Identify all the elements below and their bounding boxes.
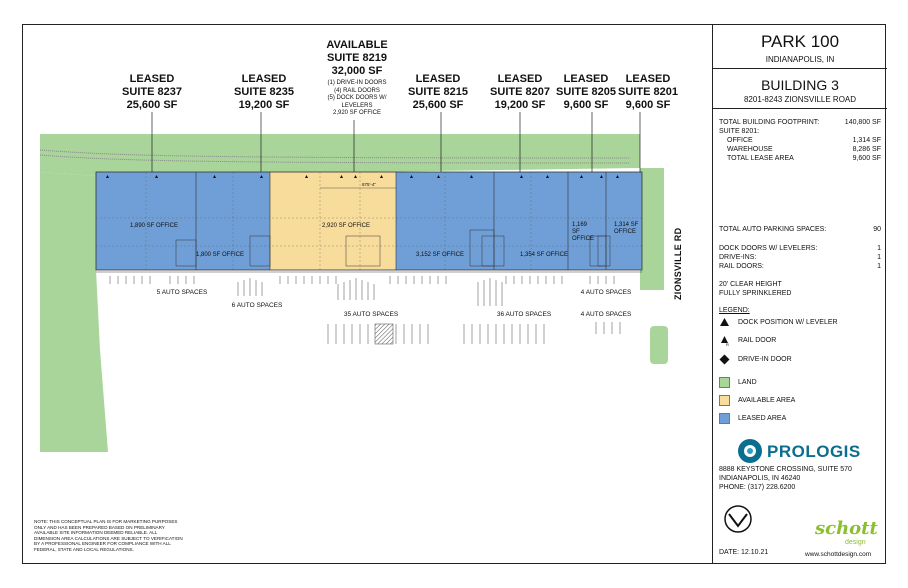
office-label: 2,920 SF OFFICE bbox=[322, 223, 371, 229]
suite-8207-label: LEASED SUITE 8207 19,200 SF bbox=[490, 73, 550, 111]
office-value: 1,314 SF bbox=[852, 137, 881, 144]
road-label: ZIONSVILLE RD bbox=[673, 227, 683, 300]
suite-8201-label: LEASED SUITE 8201 9,600 SF bbox=[618, 73, 678, 111]
suite-8205-label: LEASED SUITE 8205 9,600 SF bbox=[556, 73, 616, 111]
building-address: 8201-8243 ZIONSVILLE ROAD bbox=[743, 95, 857, 104]
land-swatch bbox=[719, 377, 730, 388]
info-sidebar bbox=[712, 24, 886, 564]
plan-date: DATE: 12.10.21 bbox=[719, 549, 769, 556]
rail-doors-value: 1 bbox=[877, 263, 881, 270]
warehouse-label: WAREHOUSE bbox=[727, 146, 773, 153]
park-city: INDIANAPOLIS, IN bbox=[765, 55, 835, 64]
sprinkler-note: FULLY SPRINKLERED bbox=[719, 290, 792, 297]
leased-swatch bbox=[719, 413, 730, 424]
suite-8235-label: LEASED SUITE 8235 19,200 SF bbox=[234, 73, 294, 111]
office-label: 1,890 SF OFFICE bbox=[130, 223, 179, 229]
land-right bbox=[640, 168, 664, 290]
parking-label: 35 AUTO SPACES bbox=[343, 311, 399, 318]
dumpster-pad bbox=[375, 324, 393, 344]
designer-sub: design bbox=[845, 539, 866, 546]
dock-doors-label: DOCK DOORS W/ LEVELERS: bbox=[719, 245, 818, 252]
suite-8219-label: AVAILABLE SUITE 8219 32,000 SF (1) DRIVE-IN DOORS (4) RAIL DOORS (5) DOCK DOORS W/ LEVELERS 2,920 SF OFFICE bbox=[326, 39, 388, 116]
parking-label: 4 AUTO SPACES bbox=[580, 289, 632, 296]
parking-total-label: TOTAL AUTO PARKING SPACES: bbox=[719, 226, 827, 233]
office-label: 1,800 SF OFFICE bbox=[196, 252, 245, 258]
svg-text:R: R bbox=[726, 342, 729, 346]
footprint-label: TOTAL BUILDING FOOTPRINT: bbox=[719, 119, 820, 126]
suite-8215-label: LEASED SUITE 8215 25,600 SF bbox=[408, 73, 468, 111]
dock-position-icon bbox=[719, 317, 730, 328]
rail-door-icon bbox=[719, 335, 730, 346]
legend-title: LEGEND: bbox=[719, 307, 750, 314]
park-name: PARK 100 bbox=[760, 32, 840, 51]
land-island bbox=[650, 326, 668, 364]
drive-ins-value: 1 bbox=[877, 254, 881, 261]
legend-dock: DOCK POSITION W/ LEVELER bbox=[738, 319, 838, 326]
rail-doors-label: RAIL DOORS: bbox=[719, 263, 764, 270]
warehouse-value: 8,286 SF bbox=[852, 146, 881, 153]
parking-label: 6 AUTO SPACES bbox=[231, 302, 283, 309]
footprint-value: 140,800 SF bbox=[844, 119, 881, 126]
suite-label: SUITE 8201: bbox=[719, 128, 760, 135]
available-swatch bbox=[719, 395, 730, 406]
designer-logo: schott bbox=[815, 518, 878, 539]
clear-height: 20' CLEAR HEIGHT bbox=[719, 281, 782, 288]
dock-doors-value: 1 bbox=[877, 245, 881, 252]
parking-label: 4 AUTO SPACES bbox=[580, 311, 632, 318]
suite-8205-area bbox=[568, 172, 606, 270]
legend-drivein: DRIVE-IN DOOR bbox=[738, 356, 792, 363]
parking-total-value: 90 bbox=[873, 226, 881, 233]
suite-8201-area bbox=[606, 172, 642, 270]
designer-url: www.schottdesign.com bbox=[805, 551, 872, 558]
lease-value: 9,600 SF bbox=[852, 155, 881, 162]
disclaimer-note: NOTE: THIS CONCEPTUAL PLAN IS FOR MARKETING PURPOSES ONLY AND HAS BEEN PREPARED BASED ON PRELIMINARY AVAILABLE SITE INFORMATION DEEMED RELIABLE. ALL DIMENSION AREA CALCULATIONS ARE SUBJECT TO VERIFICATION BY A PROFESSIONAL ENGINEER FOR COMPLIANCE WITH ALL FEDERAL, STATE AND LOCAL REGULATIONS. bbox=[34, 519, 183, 552]
suite-8237-label: LEASED SUITE 8237 25,600 SF bbox=[122, 73, 182, 111]
office-label: 3,152 SF OFFICE bbox=[416, 252, 465, 258]
contact-line: INDIANAPOLIS, IN 46240 bbox=[719, 475, 801, 482]
drive-in-door-icon bbox=[719, 354, 730, 365]
contact-line: 8888 KEYSTONE CROSSING, SUITE 570 bbox=[719, 466, 852, 473]
brand-name: PROLOGIS bbox=[767, 442, 861, 461]
dimension-label: 875'-4" bbox=[362, 182, 376, 187]
suite-8219-area bbox=[270, 172, 396, 270]
legend-land: LAND bbox=[738, 379, 757, 386]
office-label: 1,354 SF OFFICE bbox=[520, 252, 569, 258]
building-name: BUILDING 3 bbox=[761, 77, 839, 93]
office-label: 1,169 SF OFFICE bbox=[572, 222, 594, 242]
lease-label: TOTAL LEASE AREA bbox=[727, 155, 794, 162]
legend-rail: RAIL DOOR bbox=[738, 337, 777, 344]
office-label: 1,314 SF OFFICE bbox=[614, 222, 639, 235]
legend-leased: LEASED AREA bbox=[738, 415, 787, 422]
legend-available: AVAILABLE AREA bbox=[738, 397, 796, 404]
drive-ins-label: DRIVE-INS: bbox=[719, 254, 757, 261]
parking-label: 36 AUTO SPACES bbox=[496, 311, 552, 318]
prologis-logo-icon bbox=[737, 438, 763, 464]
office-label: OFFICE bbox=[727, 137, 753, 144]
north-arrow-icon bbox=[723, 504, 753, 534]
contact-line: PHONE: (317) 228.6200 bbox=[719, 484, 796, 491]
parking-label: 5 AUTO SPACES bbox=[156, 289, 208, 296]
